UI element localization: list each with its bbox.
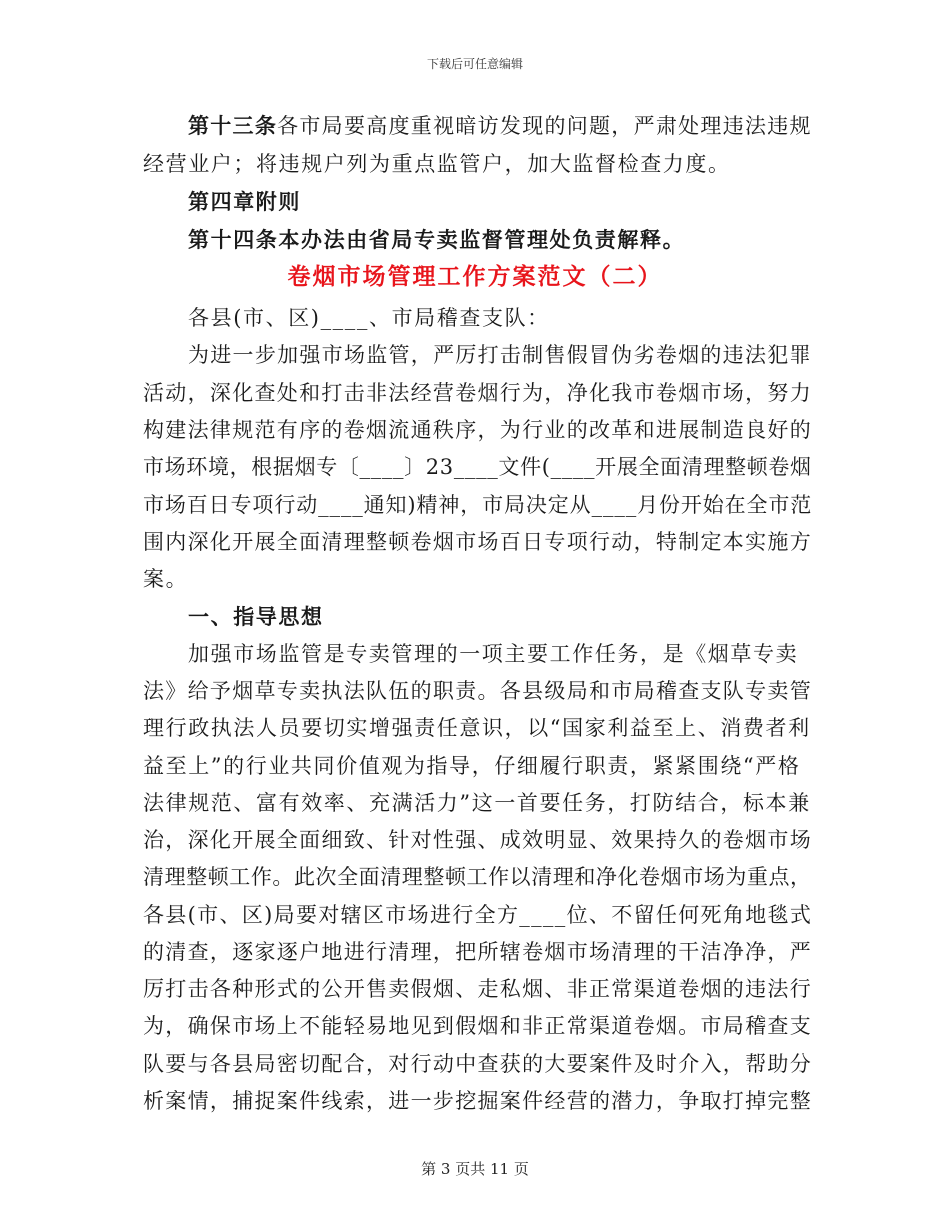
body-line: 法》给予烟草专卖执法队伍的职责。各县级局和市局稽查支队专卖管	[143, 679, 812, 703]
body-line: 加强市场监管是专卖管理的一项主要工作任务，是《烟草专卖	[188, 642, 799, 666]
intro-line: 构建法律规范有序的卷烟流通秩序，为行业的改革和进展制造良好的	[143, 418, 812, 442]
intro-line: 市场环境，根据烟专〔____〕23____文件(____开展全面清理整顿卷烟	[143, 455, 812, 479]
intro-line: 活动，深化查处和打击非法经营卷烟行为，净化我市卷烟市场，努力	[143, 381, 812, 405]
article-13-text: 各市局要高度重视暗访发现的问题，严肃处理违法违规	[277, 114, 812, 138]
body-line: 益至上”的行业共同价值观为指导，仔细履行职责，紧紧围绕“严格	[143, 754, 801, 778]
page-number: 第 3 页共 11 页	[421, 1160, 529, 1178]
body-line: 析案情，捕捉案件线索，进一步挖掘案件经营的潜力，争取打掉完整	[143, 1089, 812, 1113]
article-13-line-2: 经营业户；将违规户列为重点监管户，加大监督检查力度。	[143, 152, 731, 176]
body-line: 清理整顿工作。此次全面清理整顿工作以清理和净化卷烟市场为重点，	[143, 865, 812, 889]
document-title: 卷烟市场管理工作方案范文（二）	[287, 263, 663, 290]
section-heading-guiding-ideology: 一、指导思想	[188, 604, 324, 629]
body-line: 为，确保市场上不能轻易地见到假烟和非正常渠道卷烟。市局稽查支	[143, 1014, 812, 1038]
article-13-line-1	[188, 111, 812, 141]
article-13-label: 第十三条	[188, 113, 278, 138]
salutation: 各县(市、区)____、市局稽查支队：	[188, 306, 550, 330]
article-14: 第十四条本办法由省局专卖监督管理处负责解释。	[188, 227, 686, 252]
body-line: 的清查，逐家逐户地进行清理，把所辖卷烟市场清理的干洁净净，严	[143, 940, 812, 964]
body-line: 理行政执法人员要切实增强责任意识，以“国家利益至上、消费者利	[143, 716, 811, 740]
page-header-note: 下载后可任意编辑	[426, 57, 523, 71]
body-line: 厉打击各种形式的公开售卖假烟、走私烟、非正常渠道卷烟的违法行	[143, 977, 812, 1001]
chapter-4-heading: 第四章附则	[188, 189, 301, 214]
intro-line: 案。	[143, 567, 189, 591]
body-line: 治，深化开展全面细致、针对性强、成效明显、效果持久的卷烟市场	[143, 828, 812, 852]
body-line: 法律规范、富有效率、充满活力”这一首要任务，打防结合，标本兼	[143, 791, 811, 815]
body-line: 队要与各县局密切配合，对行动中查获的大要案件及时介入，帮助分	[143, 1052, 812, 1076]
body-line: 各县(市、区)局要对辖区市场进行全方____位、不留任何死角地毯式	[143, 903, 813, 927]
intro-line: 为进一步加强市场监管，严厉打击制售假冒伪劣卷烟的违法犯罪	[188, 343, 812, 367]
intro-line: 围内深化开展全面清理整顿卷烟市场百日专项行动，特制定本实施方	[143, 530, 812, 554]
intro-line: 市场百日专项行动____通知)精神，市局决定从____月份开始在全市范	[143, 493, 813, 517]
